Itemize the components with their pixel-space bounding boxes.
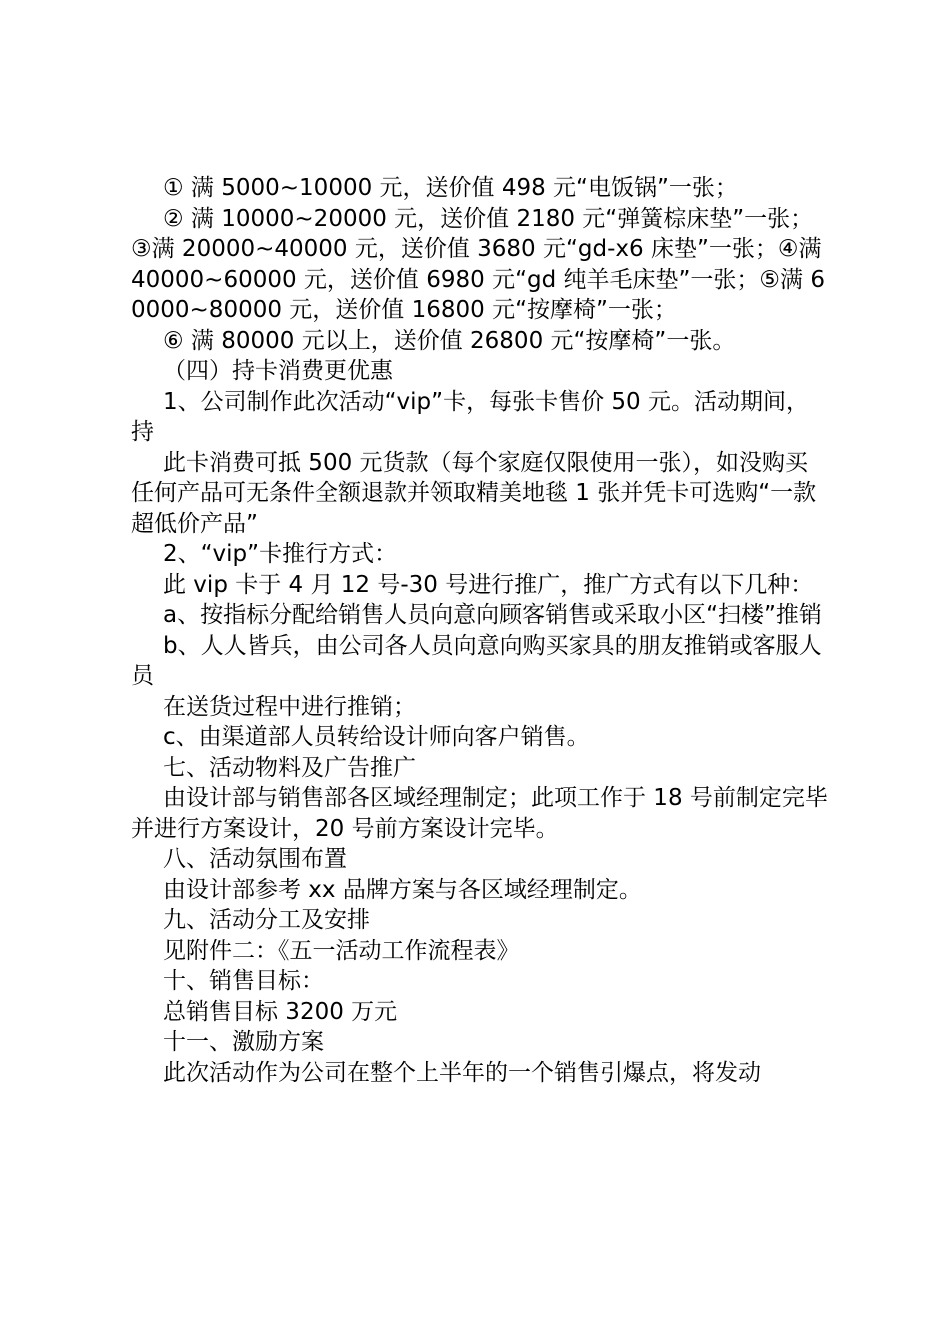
sales-target-body: 总销售目标 3200 万元 <box>163 998 398 1025</box>
section-heading-atmosphere: 八、活动氛围布置 <box>163 846 347 872</box>
section-heading-materials: 七、活动物料及广告推广 <box>163 754 416 781</box>
gift-tiers-2-to-5: ② 满 10000~20000 元，送价值 2180 元“弹簧棕床垫”一张；③满 20000~40000 元，送价值 3680 元“gd-x6 床垫”一张；④满 40000~60000 元，送价值 6980 元“gd 纯羊毛床垫”一张；⑤满 60000~80000 元，送价值 16800 元“按摩椅”一张； <box>131 205 825 323</box>
materials-body: 由设计部与销售部各区域经理制定；此项工作于 18 号前制定完毕并进行方案设计，20 号前方案设计完毕。 <box>131 785 828 842</box>
gift-tier-6: ⑥ 满 80000 元以上，送价值 26800 元“按摩椅”一张。 <box>163 327 736 354</box>
section-heading-division: 九、活动分工及安排 <box>163 907 370 933</box>
vip-card-intro: 1、公司制作此次活动“vip”卡，每张卡售价 50 元。活动期间，持 <box>131 388 809 445</box>
section-heading-sales-target: 十、销售目标： <box>163 968 324 994</box>
incentive-body: 此次活动作为公司在整个上半年的一个销售引爆点，将发动 <box>163 1059 761 1086</box>
vip-card-benefits: 此卡消费可抵 500 元货款（每个家庭仅限使用一张），如没购买任何产品可无条件全额退款并领取精美地毯 1 张并凭卡可选购“一款超低价产品” <box>131 449 817 537</box>
promotion-method-b: b、人人皆兵，由公司各人员向意向购买家具的朋友推销或客服人员 <box>131 632 822 689</box>
promotion-method-a: a、按指标分配给销售人员向意向顾客销售或采取小区“扫楼”推销 <box>163 602 822 628</box>
promotion-method-c: c、由渠道部人员转给设计师向客户销售。 <box>163 724 590 750</box>
section-heading-incentive: 十一、激励方案 <box>163 1029 324 1055</box>
atmosphere-body: 由设计部参考 xx 品牌方案与各区域经理制定。 <box>163 876 642 903</box>
document-body <box>131 173 831 1088</box>
division-body: 见附件二：《五一活动工作流程表》 <box>163 937 520 964</box>
gift-tier-1: ① 满 5000~10000 元，送价值 498 元“电饭锅”一张； <box>163 175 738 201</box>
promotion-method-b-cont: 在送货过程中进行推销； <box>163 693 416 720</box>
vip-card-promotion-heading: 2、“vip”卡推行方式： <box>163 541 398 567</box>
vip-card-promotion-period: 此 vip 卡于 4 月 12 号-30 号进行推广，推广方式有以下几种： <box>163 571 814 598</box>
section-heading-card-discount: （四）持卡消费更优惠 <box>163 358 393 384</box>
